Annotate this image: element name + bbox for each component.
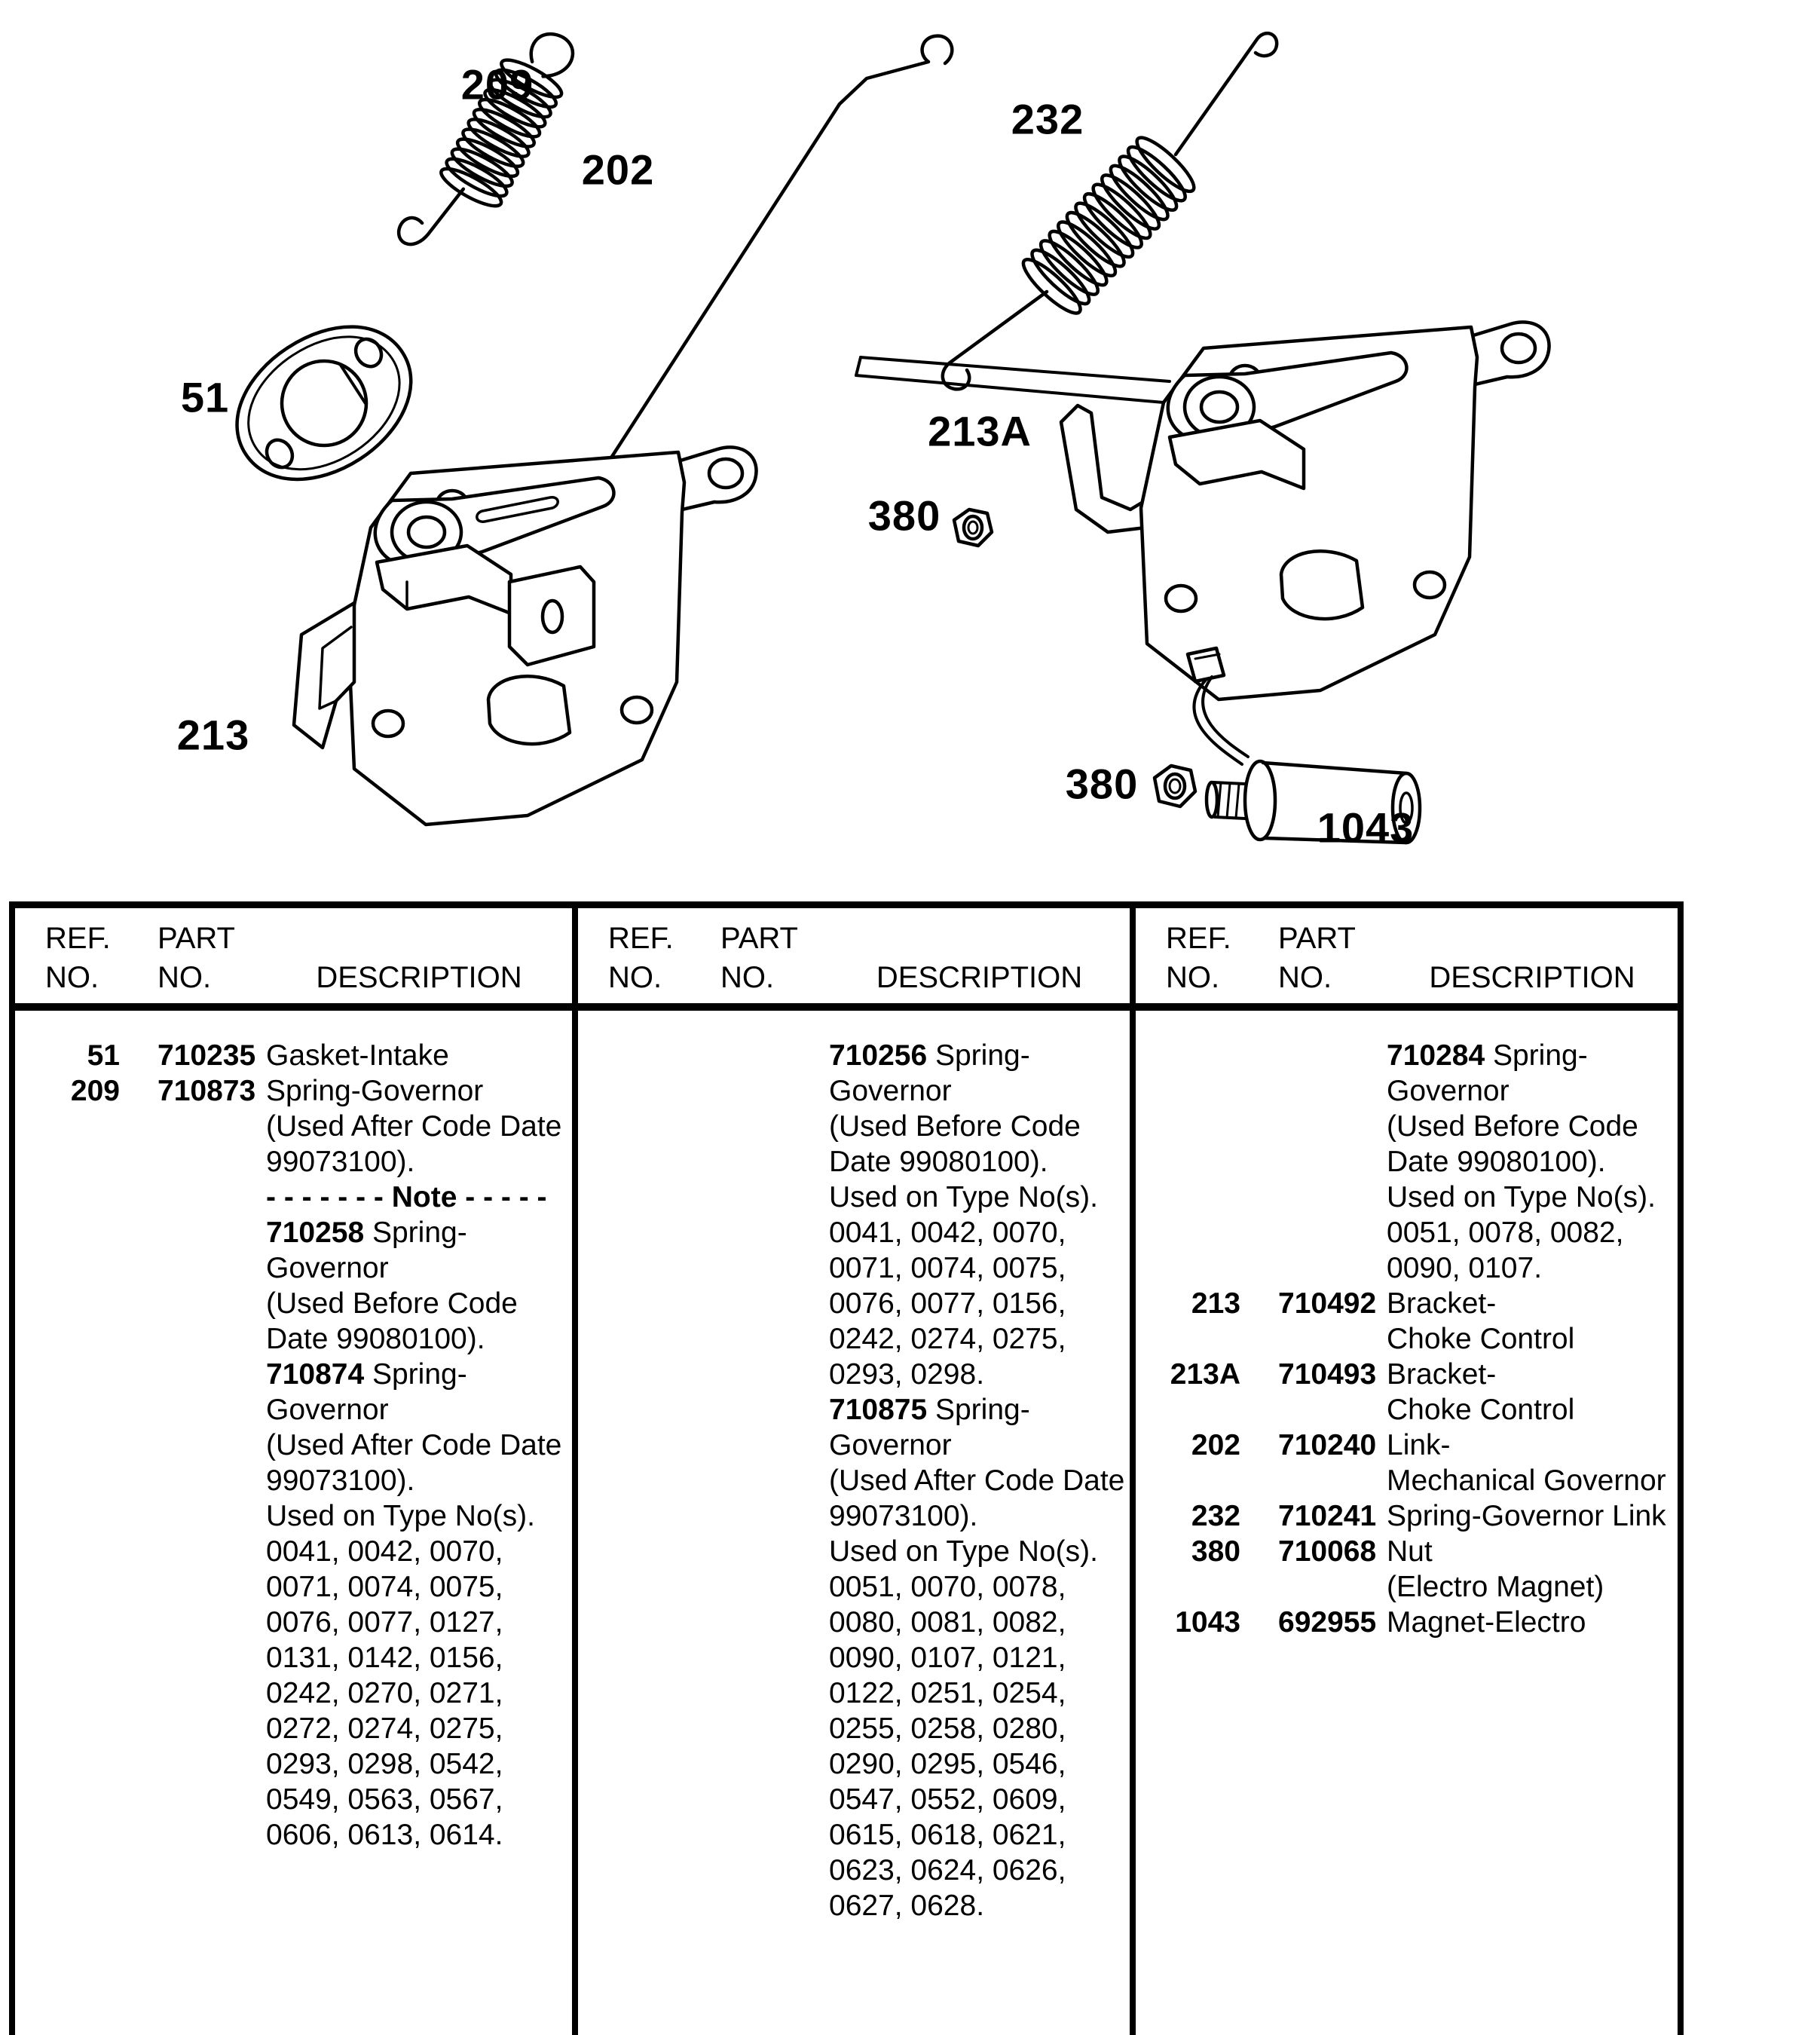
description-header: DESCRIPTION <box>1429 961 1635 994</box>
ref-no-cell: 213 <box>1191 1287 1240 1320</box>
ref-no-cell: 1043 <box>1175 1606 1240 1639</box>
ref-no-cell: 232 <box>1191 1500 1240 1532</box>
part-label-232: 232 <box>1011 95 1084 143</box>
table-row <box>1150 1498 1673 1534</box>
part-no-cell <box>1278 1038 1376 1286</box>
table-row <box>29 1038 567 1073</box>
part-label-213: 213 <box>176 711 250 759</box>
description-header: DESCRIPTION <box>316 961 522 994</box>
part-no-cell: 692955 <box>1278 1606 1377 1639</box>
part-no-cell: 710873 <box>158 1075 256 1107</box>
table-header <box>578 908 1130 1011</box>
ref-no-cell: 380 <box>1191 1535 1240 1568</box>
table-row <box>1150 1605 1673 1640</box>
description-header: DESCRIPTION <box>876 961 1083 994</box>
gasket-51-drawing <box>210 297 439 510</box>
part-no-cell: 710492 <box>1278 1287 1377 1320</box>
description-cell: Magnet-Electro <box>1387 1606 1586 1639</box>
table-row <box>1150 1038 1673 1286</box>
ref-no-cell: 51 <box>87 1039 120 1072</box>
part-label-213a: 213A <box>928 407 1032 455</box>
table-row <box>1150 1357 1673 1428</box>
part-no-header: PART NO. <box>1278 922 1356 994</box>
description-cell: Nut (Electro Magnet) <box>1387 1535 1604 1603</box>
description-cell: Gasket-Intake <box>266 1039 449 1072</box>
ref-no-cell: 202 <box>1191 1429 1240 1461</box>
part-label-51: 51 <box>180 373 230 421</box>
table-rows <box>578 1011 1130 1923</box>
table-row <box>29 1073 567 1853</box>
table-row <box>1150 1286 1673 1357</box>
spring-209-drawing <box>394 13 586 274</box>
part-label-1043: 1043 <box>1317 803 1415 852</box>
part-label-209: 209 <box>460 60 534 109</box>
table-row <box>1150 1428 1673 1498</box>
part-label-380-upper: 380 <box>867 491 941 540</box>
table-header <box>15 908 572 1011</box>
table-row <box>592 1038 1125 1923</box>
part-label-202: 202 <box>581 145 655 194</box>
description-cell: Spring-Governor Link <box>1387 1500 1666 1532</box>
ref-no-header: REF. NO. <box>45 922 111 994</box>
nut-380-lower-drawing <box>1155 766 1195 806</box>
part-no-cell: 710240 <box>1278 1429 1377 1461</box>
part-no-cell: 710068 <box>1278 1535 1377 1568</box>
ref-no-header: REF. NO. <box>1166 922 1231 994</box>
description-cell: 710256 Spring- Governor (Used Before Code Date 99080100). Used on Type No(s). 0041, 0042, 0070, 0071, 0074, 0075, 0076, 0077, 0156, 0242, 0274, 0275, 0293, 0298. 710875 Spring- Governor (Used After Code Date 99073100). Used on Type No(s). 0051, 0070, 0078, 0080, 0081, 0082, 0090, 0107, 0121, 0122, 0251, 0254, 0255, 0258, 0280, 0290, 0295, 0546, 0547, 0552, 0609, 0615, 0618, 0621, 0623, 0624, 0626, 0627, 0628. <box>829 1039 1125 1922</box>
bracket-right-drawing <box>856 322 1549 699</box>
ref-no-cell <box>1150 1038 1240 1286</box>
part-no-header: PART NO. <box>158 922 235 994</box>
part-no-cell: 710235 <box>158 1039 256 1072</box>
table-rows <box>1136 1011 1678 1640</box>
ref-no-cell <box>592 1038 683 1923</box>
ref-no-header: REF. NO. <box>608 922 674 994</box>
description-cell: Bracket- Choke Control <box>1387 1287 1575 1355</box>
description-cell: 710284 Spring- Governor (Used Before Code Date 99080100). Used on Type No(s). 0051, 0078, 0082, 0090, 0107. <box>1387 1039 1656 1284</box>
parts-diagram <box>0 0 1820 935</box>
part-no-cell <box>720 1038 818 1923</box>
parts-table <box>9 901 1684 2035</box>
bracket-213-drawing <box>294 447 757 825</box>
table-row <box>1150 1534 1673 1605</box>
description-cell: Bracket- Choke Control <box>1387 1358 1575 1426</box>
description-cell: Link- Mechanical Governor <box>1387 1429 1666 1497</box>
part-label-380-lower: 380 <box>1065 760 1139 808</box>
parts-table-section-1 <box>15 908 578 2035</box>
ref-no-cell: 213A <box>1170 1358 1240 1391</box>
part-no-cell: 710493 <box>1278 1358 1377 1391</box>
table-rows <box>15 1011 572 1853</box>
part-no-header: PART NO. <box>720 922 798 994</box>
parts-table-section-3 <box>1136 908 1678 2035</box>
nut-380-upper-drawing <box>954 510 992 546</box>
parts-table-section-2 <box>578 908 1136 2035</box>
description-cell: Spring-Governor (Used After Code Date 99073100). - - - - - - - Note - - - - - 710258 Spring- Governor (Used Before Code Date 99080100). 710874 Spring- Governor (Used After Code Date 99073100). Used on Type No(s). 0041, 0042, 0070, 0071, 0074, 0075, 0076, 0077, 0127, 0131, 0142, 0156, 0242, 0270, 0271, 0272, 0274, 0275, 0293, 0298, 0542, 0549, 0563, 0567, 0606, 0613, 0614. <box>266 1075 562 1851</box>
part-no-cell: 710241 <box>1278 1500 1377 1532</box>
ref-no-cell: 209 <box>70 1075 120 1107</box>
spring-232-drawing <box>943 33 1277 389</box>
table-header <box>1136 908 1678 1011</box>
